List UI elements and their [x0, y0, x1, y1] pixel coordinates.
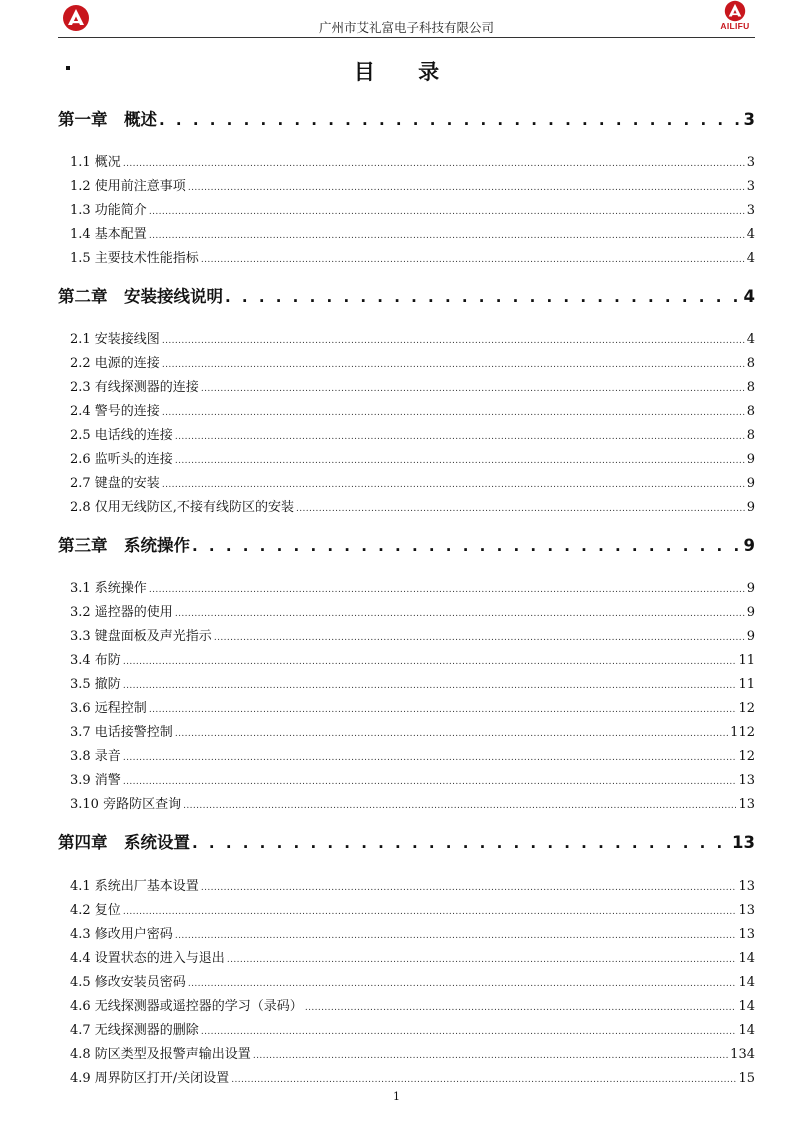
entry-title: 4.8 防区类型及报警声输出设置: [70, 1047, 251, 1062]
entry-title: 3.7 电话接警控制: [70, 725, 173, 740]
dot-leader: [201, 883, 737, 893]
entry-title: 4.4 设置状态的进入与退出: [70, 951, 225, 966]
toc-entry-3-8[interactable]: [70, 745, 755, 763]
toc-entry-4-7[interactable]: [70, 1019, 755, 1037]
toc-entry-4-9[interactable]: [70, 1067, 755, 1085]
entry-title: 3.10 旁路防区查询: [70, 797, 182, 812]
dot-leader: [175, 432, 745, 442]
toc-entry-4-3[interactable]: [70, 923, 755, 941]
entry-title: 2.1 安装接线图: [70, 332, 160, 347]
entry-page: 11: [738, 677, 755, 692]
dot-leader: [175, 456, 745, 466]
entry-page: 3: [746, 203, 755, 218]
chapter-title: 第二章 安装接线说明: [58, 287, 223, 306]
toc-chapter-4[interactable]: [58, 829, 755, 853]
dot-leader: [149, 705, 737, 715]
entry-page: 13: [738, 797, 755, 812]
entry-title: 3.6 远程控制: [70, 701, 147, 716]
page-number: 1: [393, 1090, 400, 1103]
dot-leader: [149, 207, 745, 217]
entry-title: 2.5 电话线的连接: [70, 428, 173, 443]
entry-title: 2.6 监听头的连接: [70, 452, 173, 467]
toc-entry-3-1[interactable]: [70, 577, 755, 595]
entry-title: 3.8 录音: [70, 749, 121, 764]
dot-leader: [201, 384, 745, 394]
chapter-page: 9: [743, 536, 755, 555]
toc-entry-2-1[interactable]: [70, 328, 755, 346]
entry-page: 13: [738, 773, 755, 788]
dot-leader: [123, 681, 737, 691]
dot-leader: [305, 1003, 737, 1013]
company-name: 广州市艾礼富电子科技有限公司: [318, 20, 494, 35]
toc-entry-4-8[interactable]: [70, 1043, 755, 1061]
entry-title: 2.8 仅用无线防区,不接有线防区的安装: [70, 500, 294, 515]
toc-entry-3-6[interactable]: [70, 697, 755, 715]
entry-title: 3.2 遥控器的使用: [70, 605, 173, 620]
entry-page: 13: [738, 927, 755, 942]
entry-page: 15: [738, 1071, 755, 1086]
entry-page: 9: [746, 605, 755, 620]
entry-title: 4.5 修改安装员密码: [70, 975, 186, 990]
toc-entry-3-7[interactable]: [70, 721, 755, 739]
entry-title: 4.6 无线探测器或遥控器的学习（录码）: [70, 999, 303, 1014]
entry-page: 14: [738, 999, 755, 1014]
toc-entry-4-4[interactable]: [70, 947, 755, 965]
brand-name: AILIFU: [720, 21, 750, 31]
toc-entry-1-1[interactable]: [70, 151, 755, 169]
entry-page: 9: [746, 500, 755, 515]
entry-page: 112: [730, 725, 755, 740]
toc-entry-2-2[interactable]: [70, 352, 755, 370]
dot-leader: [162, 480, 745, 490]
entry-title: 1.4 基本配置: [70, 227, 147, 242]
toc-entry-3-3[interactable]: [70, 625, 755, 643]
toc-entry-4-6[interactable]: [70, 995, 755, 1013]
dot-leader: [175, 729, 728, 739]
dot-leader: [123, 777, 737, 787]
toc-entry-1-4[interactable]: [70, 223, 755, 241]
entry-page: 12: [738, 749, 755, 764]
toc-entry-4-1[interactable]: [70, 875, 755, 893]
toc-chapter-1[interactable]: [58, 106, 755, 130]
dot-leader: [253, 1051, 728, 1061]
toc-entry-3-4[interactable]: [70, 649, 755, 667]
entry-page: 4: [746, 332, 755, 347]
chapter-page: 13: [732, 833, 755, 852]
entry-page: 13: [738, 879, 755, 894]
entry-title: 1.2 使用前注意事项: [70, 179, 186, 194]
entry-title: 1.5 主要技术性能指标: [70, 251, 199, 266]
toc-entry-2-3[interactable]: [70, 376, 755, 394]
dot-leader: [162, 336, 745, 346]
dot-leader: [192, 537, 742, 555]
dot-leader: [123, 159, 745, 169]
dot-leader: [162, 360, 745, 370]
entry-page: 3: [746, 155, 755, 170]
dot-leader: [159, 111, 742, 129]
entry-title: 4.1 系统出厂基本设置: [70, 879, 199, 894]
entry-title: 4.2 复位: [70, 903, 121, 918]
dot-leader: [227, 955, 737, 965]
entry-title: 4.7 无线探测器的删除: [70, 1023, 199, 1038]
page-header: [58, 0, 755, 40]
entry-page: 134: [730, 1047, 755, 1062]
chapter-page: 3: [743, 110, 755, 129]
entry-title: 3.4 布防: [70, 653, 121, 668]
entry-title: 3.5 撤防: [70, 677, 121, 692]
toc-entry-4-2[interactable]: [70, 899, 755, 917]
entry-page: 8: [746, 356, 755, 371]
entry-title: 2.2 电源的连接: [70, 356, 160, 371]
entry-page: 14: [738, 1023, 755, 1038]
chapter-title: 第一章 概述: [58, 110, 157, 129]
entry-title: 3.1 系统操作: [70, 581, 147, 596]
entry-page: 8: [746, 404, 755, 419]
dot-leader: [183, 801, 736, 811]
chapter-title: 第四章 系统设置: [58, 833, 190, 852]
dot-leader: [175, 609, 745, 619]
dot-leader: [214, 633, 745, 643]
toc-entry-1-2[interactable]: [70, 175, 755, 193]
entry-page: 13: [738, 903, 755, 918]
toc-title: 目 录: [353, 60, 458, 84]
entry-page: 11: [738, 653, 755, 668]
toc-entry-2-7[interactable]: [70, 472, 755, 490]
dot-leader: [296, 504, 745, 514]
dot-leader: [123, 907, 737, 917]
toc-entry-2-8[interactable]: [70, 496, 755, 514]
entry-title: 4.9 周界防区打开/关闭设置: [70, 1071, 230, 1086]
dot-leader: [188, 979, 737, 989]
toc-entry-2-5[interactable]: [70, 424, 755, 442]
dot-leader: [192, 834, 730, 852]
dot-leader: [201, 255, 745, 265]
entry-page: 8: [746, 380, 755, 395]
brand-logo-icon: [724, 0, 746, 22]
entry-title: 3.9 消警: [70, 773, 121, 788]
toc-entry-3-10[interactable]: [70, 793, 755, 811]
dot-leader: [201, 1027, 737, 1037]
toc-entry-3-2[interactable]: [70, 601, 755, 619]
toc-entry-3-9[interactable]: [70, 769, 755, 787]
entry-page: 14: [738, 975, 755, 990]
dot-leader: [175, 931, 737, 941]
chapter-title: 第三章 系统操作: [58, 536, 190, 555]
dot-leader: [231, 1075, 736, 1085]
entry-page: 9: [746, 581, 755, 596]
entry-page: 3: [746, 179, 755, 194]
entry-title: 4.3 修改用户密码: [70, 927, 173, 942]
chapter-page: 4: [743, 287, 755, 306]
toc-entry-2-6[interactable]: [70, 448, 755, 466]
entry-page: 9: [746, 629, 755, 644]
dot-leader: [123, 753, 737, 763]
entry-page: 9: [746, 476, 755, 491]
entry-title: 2.7 键盘的安装: [70, 476, 160, 491]
entry-page: 4: [746, 227, 755, 242]
toc-entry-1-5[interactable]: [70, 247, 755, 265]
toc-entry-4-5[interactable]: [70, 971, 755, 989]
toc-entry-3-5[interactable]: [70, 673, 755, 691]
dot-leader: [149, 231, 745, 241]
entry-title: 2.3 有线探测器的连接: [70, 380, 199, 395]
brand-logo: [715, 0, 755, 36]
dot-leader: [123, 657, 737, 667]
entry-page: 14: [738, 951, 755, 966]
dot-leader: [149, 585, 745, 595]
toc-chapter-2[interactable]: [58, 283, 755, 307]
dot-leader: [225, 288, 742, 306]
entry-page: 4: [746, 251, 755, 266]
dot-leader: [188, 183, 745, 193]
entry-page: 8: [746, 428, 755, 443]
dot-leader: [162, 408, 745, 418]
toc-entry-2-4[interactable]: [70, 400, 755, 418]
entry-title: 1.3 功能简介: [70, 203, 147, 218]
entry-title: 2.4 警号的连接: [70, 404, 160, 419]
toc-entry-1-3[interactable]: [70, 199, 755, 217]
toc-chapter-3[interactable]: [58, 532, 755, 556]
entry-title: 3.3 键盘面板及声光指示: [70, 629, 212, 644]
header-divider: [58, 37, 755, 38]
entry-title: 1.1 概况: [70, 155, 121, 170]
entry-page: 12: [738, 701, 755, 716]
entry-page: 9: [746, 452, 755, 467]
